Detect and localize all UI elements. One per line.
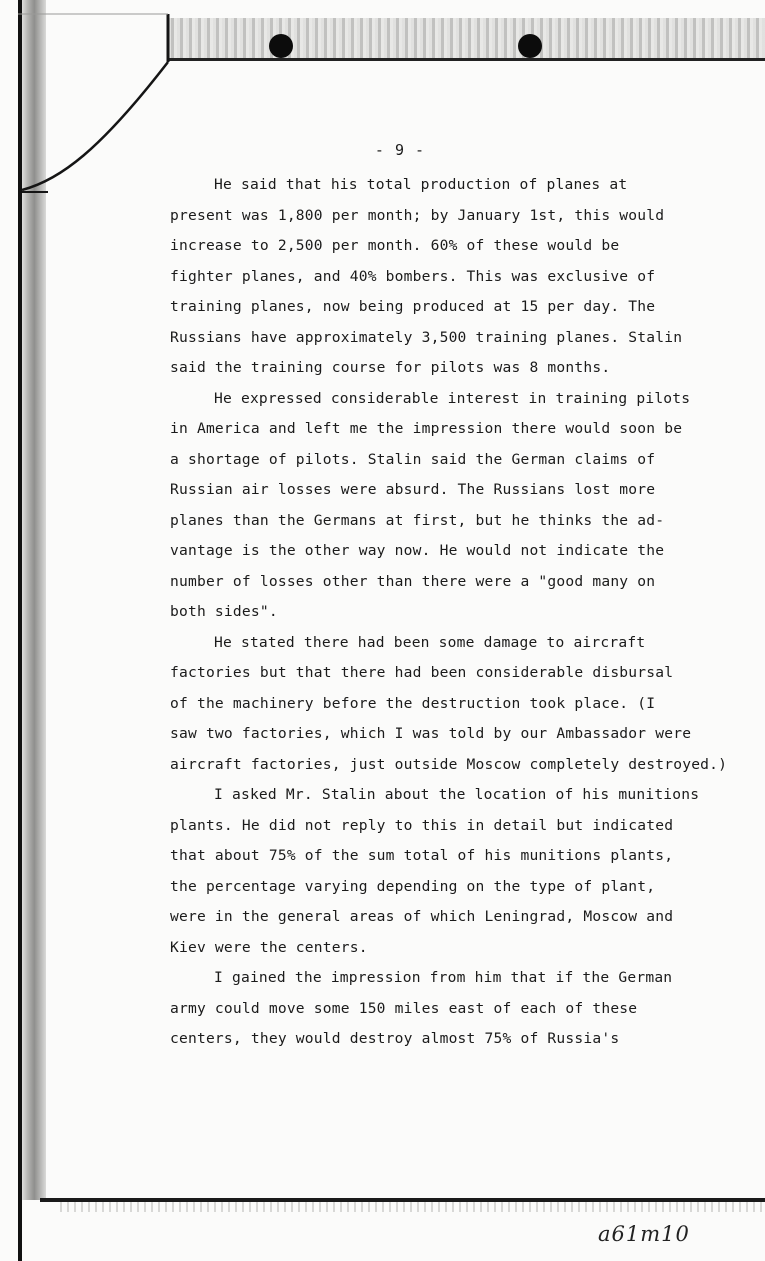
text-line: army could move some 150 miles east of each of these [170,999,638,1017]
text-line: factories but that there had been considerable disbursal [170,664,674,681]
text-line: Russian air losses were absurd. The Russians lost more [170,481,656,498]
text-line: that about 75% of the sum total of his munitions plants, [170,847,674,864]
paragraph [170,384,750,628]
paragraph [170,628,750,781]
text-line: He said that his total production of planes at [214,176,628,193]
handwritten-note: a61m10 [598,1222,690,1246]
text-line: in America and left me the impression there would soon be [170,420,683,437]
text-line: number of losses other than there were a "good many on [170,572,656,590]
text-line: I gained the impression from him that if the German [214,969,673,986]
text-line: a shortage of pilots. Stalin said the German claims of [170,450,656,468]
text-line: present was 1,800 per month; by January 1st, this would [170,206,665,224]
paragraph [170,963,750,1055]
text-line: vantage is the other way now. He would not indicate the [170,542,665,559]
text-line: Kiev were the centers. [170,938,368,956]
text-line: planes than the Germans at first, but he thinks the ad- [170,511,665,529]
text-line: said the training course for pilots was 8 months. [170,359,611,376]
text-line: centers, they would destroy almost 75% of Russia's [170,1030,620,1047]
text-line: I asked Mr. Stalin about the location of his munitions [214,786,700,803]
text-line: plants. He did not reply to this in detail but indicated [170,816,674,834]
text-line: increase to 2,500 per month. 60% of these would be [170,237,620,254]
text-line: saw two factories, which I was told by our Ambassador were [170,725,692,742]
text-line: training planes, now being produced at 15 per day. The [170,298,656,315]
text-line: Russians have approximately 3,500 training planes. Stalin [170,328,683,346]
text-line: both sides". [170,603,278,620]
page-number: - 9 - [374,141,426,159]
text-line: He stated there had been some damage to aircraft [214,633,646,651]
bottom-noise [60,1202,765,1212]
paragraph [170,780,750,963]
text-line: He expressed considerable interest in training pilots [214,389,691,407]
text-line: of the machinery before the destruction took place. (I [170,694,656,712]
body-text [170,170,750,1055]
text-line: aircraft factories, just outside Moscow completely destroyed.) [170,755,728,773]
text-line: fighter planes, and 40% bombers. This was exclusive of [170,267,656,285]
text-line: were in the general areas of which Leningrad, Moscow and [170,908,674,925]
paragraph [170,170,750,384]
text-line: the percentage varying depending on the type of plant, [170,877,656,895]
